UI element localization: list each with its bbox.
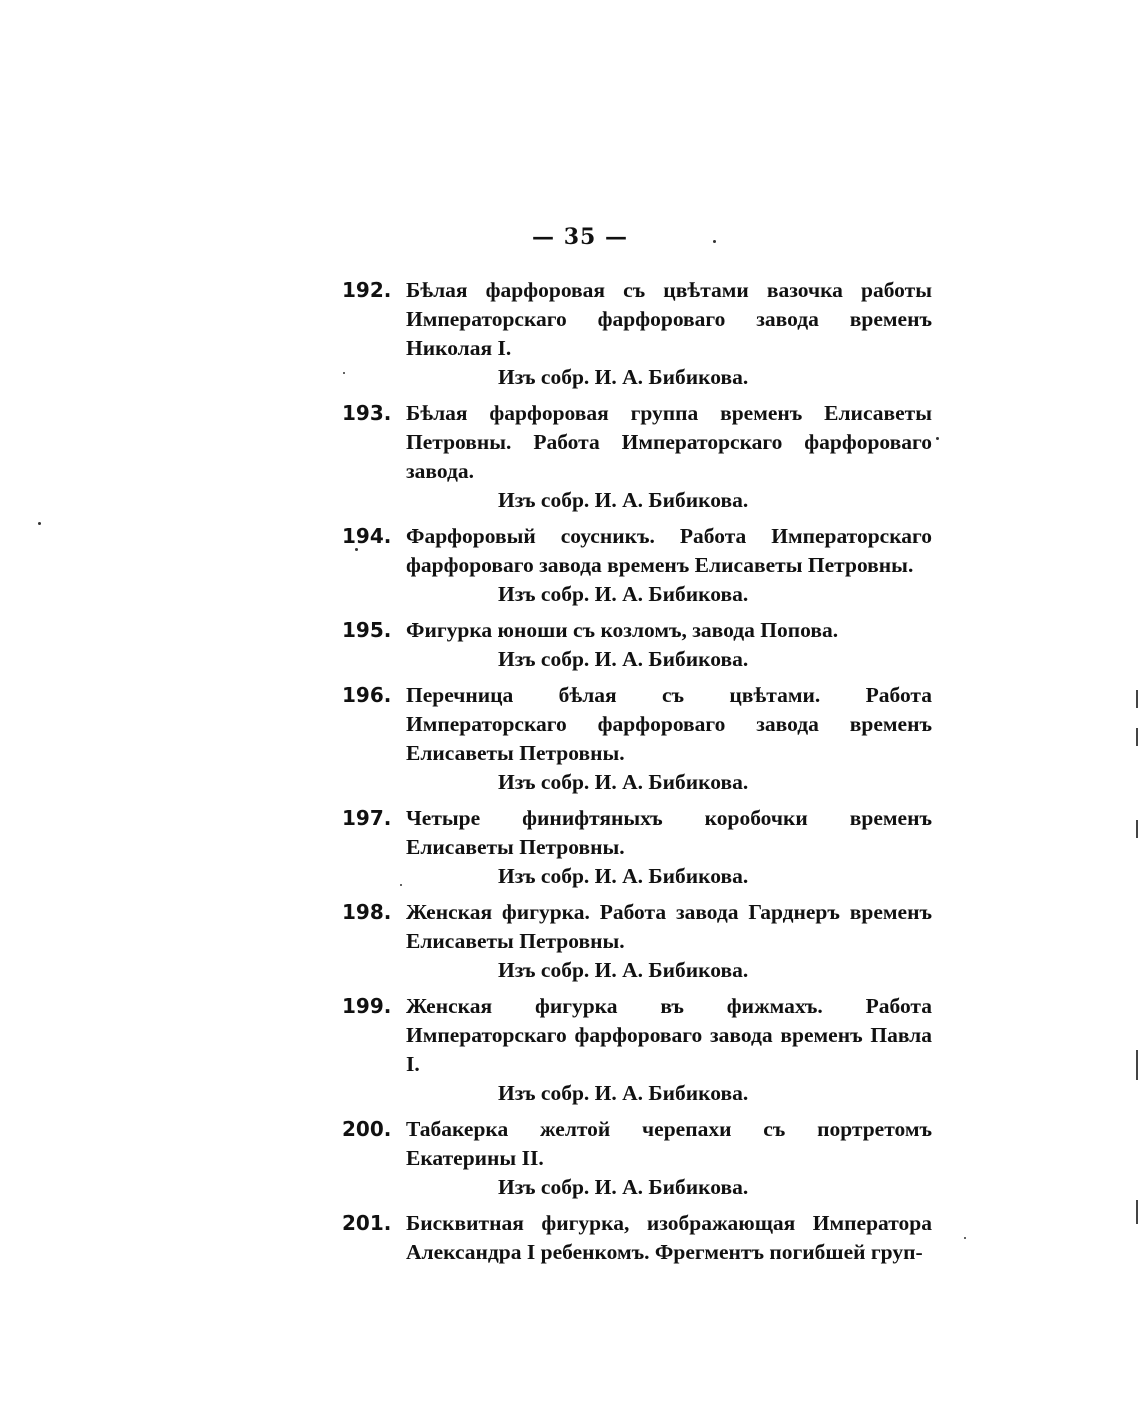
entry-source: Изъ собр. И. А. Бибикова.	[498, 365, 749, 389]
entry-number: 198.	[342, 900, 392, 924]
page-number: — 35 —	[532, 224, 628, 250]
scan-edge-mark	[1136, 728, 1138, 746]
catalog-entry	[342, 1115, 932, 1202]
entry-number: 199.	[342, 994, 392, 1018]
entry-source: Изъ собр. И. А. Бибикова.	[498, 770, 749, 794]
catalog-entry	[342, 1209, 932, 1267]
entry-number: 201.	[342, 1211, 392, 1235]
entry-description: Фигурка юноши съ козломъ, завода Попова.	[406, 618, 839, 642]
scan-edge-mark	[1136, 690, 1138, 708]
entry-description: Бисквитная фигурка, изображающая Императора Александра I ребенкомъ. Фрегментъ погибшей груп-	[406, 1211, 932, 1264]
scan-speck	[343, 372, 345, 374]
scan-speck	[38, 522, 41, 525]
catalog-entry	[342, 898, 932, 985]
entry-source: Изъ собр. И. А. Бибикова.	[498, 647, 749, 671]
entry-source: Изъ собр. И. А. Бибикова.	[498, 1081, 749, 1105]
scan-edge-mark	[1136, 1050, 1138, 1080]
entry-number: 195.	[342, 618, 392, 642]
scan-speck	[936, 437, 939, 440]
catalog-entry	[342, 399, 932, 515]
entry-description: Бѣлая фарфоровая группа временъ Елисаветы Петровны. Работа Императорскаго фарфороваго завода.	[406, 401, 932, 483]
scan-speck	[400, 884, 402, 886]
entry-number: 197.	[342, 806, 392, 830]
entry-number: 200.	[342, 1117, 392, 1141]
catalog-entry	[342, 522, 932, 609]
catalog-entry	[342, 681, 932, 797]
entry-number: 196.	[342, 683, 392, 707]
entry-description: Бѣлая фарфоровая съ цвѣтами вазочка работы Императорскаго фарфороваго завода временъ Николая I.	[406, 278, 932, 360]
catalog-entry	[342, 276, 932, 392]
catalog-list	[342, 276, 932, 1274]
catalog-entry	[342, 992, 932, 1108]
entry-source: Изъ собр. И. А. Бибикова.	[498, 1175, 749, 1199]
catalog-entry	[342, 804, 932, 891]
scan-edge-mark	[1136, 820, 1138, 838]
scan-speck	[964, 1237, 966, 1239]
entry-description: Женская фигурка въ фижмахъ. Работа Императорскаго фарфороваго завода временъ Павла I.	[406, 994, 932, 1076]
scan-edge-mark	[1136, 1200, 1138, 1224]
entry-number: 192.	[342, 278, 392, 302]
entry-source: Изъ собр. И. А. Бибикова.	[498, 864, 749, 888]
entry-description: Четыре финифтяныхъ коробочки временъ Елисаветы Петровны.	[406, 806, 932, 859]
catalog-entry	[342, 616, 932, 674]
entry-source: Изъ собр. И. А. Бибикова.	[498, 488, 749, 512]
entry-number: 193.	[342, 401, 392, 425]
scan-speck	[713, 240, 716, 243]
entry-description: Фарфоровый соусникъ. Работа Императорскаго фарфороваго завода временъ Елисаветы Петровны.	[406, 524, 932, 577]
entry-source: Изъ собр. И. А. Бибикова.	[498, 582, 749, 606]
entry-description: Женская фигурка. Работа завода Гарднеръ временъ Елисаветы Петровны.	[406, 900, 932, 953]
scan-speck	[355, 548, 358, 551]
entry-number: 194.	[342, 524, 392, 548]
entry-description: Перечница бѣлая съ цвѣтами. Работа Императорскаго фарфороваго завода временъ Елисаветы Петровны.	[406, 683, 932, 765]
entry-source: Изъ собр. И. А. Бибикова.	[498, 958, 749, 982]
entry-description: Табакерка желтой черепахи съ портретомъ Екатерины II.	[406, 1117, 932, 1170]
